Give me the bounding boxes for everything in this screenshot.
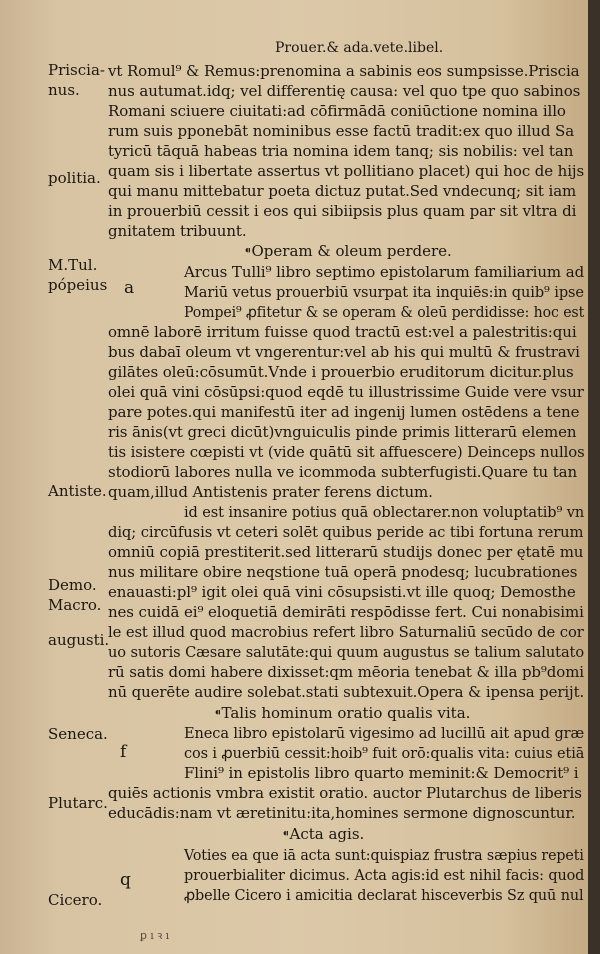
text-line: gilātes oleū:cōsumūt.Vnde i prouerbio eruditorum dicitur.plus: [108, 363, 574, 381]
text-line: nū querēte audire solebat.stati subtexuit.Opera & ipensa perijt.: [108, 683, 585, 701]
initial-letter-a: a: [124, 278, 135, 298]
text-line: enauasti:pl⁹ igit olei quā vini cōsupsisti.vt ille quoq; Demosthe: [108, 583, 576, 601]
margin-note-augusti: augusti.: [48, 631, 110, 649]
text-line: bus dabaī oleum vt vngerentur:vel ab his qui multū & frustravi: [108, 343, 580, 361]
text-line: quiēs actionis vmbra existit oratio. auctor Plutarchus de liberis: [108, 784, 582, 802]
text-line: nus militare obire neqstione tuā operā pnodesq; lucubrationes: [108, 563, 578, 581]
text-line: diq; circūfusis vt ceteri solēt quibus peride ac tibi fortuna rerum: [108, 523, 584, 541]
text-line: Arcus Tulli⁹ libro septimo epistolarum familiarium ad: [184, 263, 585, 281]
text-line: Mariū vetus prouerbiū vsurpat ita inquiēs:in quib⁹ ipse: [184, 283, 584, 301]
running-head: Prouer.& ada.vete.libel.: [275, 40, 444, 56]
text-line: Romani sciuere ciuitati:ad cōfirmādā coniūctione nomina illo: [108, 102, 566, 120]
margin-note-priscianus: Priscia- nus.: [48, 61, 105, 99]
text-line: rum suis pponebāt nominibus esse factū tradit:ex quo illud Sa: [108, 122, 575, 140]
text-line: uo sutoris Cæsare salutāte:qui quum augustus se talium salutato: [108, 643, 585, 661]
text-line: pare potes.qui manifestū iter ad ingenij lumen ostēdens a tene: [108, 403, 580, 421]
text-line: Voties ea que iā acta sunt:quispiaz frustra sæpius repeti: [184, 846, 584, 864]
text-line: id est insanire potius quā oblectarer.non voluptatib⁹ vn: [184, 503, 585, 521]
margin-note-antiste: Antiste.: [48, 482, 107, 500]
initial-letter-q: q: [120, 870, 131, 890]
margin-note-demo-macro: Demo. Macro.: [48, 576, 102, 614]
heading-talis-hominum: ⁌Talis hominum oratio qualis vita.: [214, 704, 471, 722]
text-line: omniū copiā prestiterit.sed litterarū studijs donec per ętatē mu: [108, 543, 584, 561]
text-line: vt Romul⁹ & Remus:prenomina a sabinis eos sumpsisse.Priscia: [108, 62, 580, 80]
text-line: olei quā vini cōsūpsi:quod eqdē tu illustrissime Guide vere vsur: [108, 383, 584, 401]
text-line: Pompei⁹ ꝓfitetur & se operam & oleū perdidisse: hoc est: [184, 303, 585, 321]
text-line: tyricū tāquā habeas tria nomina idem tanq; sis nobilis: vel tan: [108, 142, 574, 160]
text-line: stodiorū labores nulla ve icommoda subterfugisti.Quare tu tan: [108, 463, 578, 481]
text-line: tis isistere cœpisti vt (vide quātū sit affuescere) Deinceps nullos: [108, 443, 585, 461]
text-line: quam,illud Antistenis prater ferens dictum.: [108, 483, 433, 501]
text-line: Flini⁹ in epistolis libro quarto meminit:& Democrit⁹ i: [184, 764, 579, 782]
heading-operam-oleum: ⁌Operam & oleum perdere.: [244, 242, 452, 260]
text-line: le est illud quod macrobius refert libro Saturnaliū secūdo de cor: [108, 623, 584, 641]
text-line: quam sis i libertate assertus vt pollitiano placet) qui hoc de hijs: [108, 162, 585, 180]
text-line: ꝓbelle Cicero i amicitia declarat hisceverbis Sz quū nul: [184, 886, 584, 904]
text-line: educādis:nam vt æretinitu:ita,homines sermone dignoscuntur.: [108, 804, 576, 822]
text-line: gnitatem tribuunt.: [108, 222, 247, 240]
margin-note-plutarc: Plutarc.: [48, 794, 108, 812]
margin-note-seneca: Seneca.: [48, 725, 108, 743]
text-line: in prouerbiū cessit i eos qui sibiipsis plus quam par sit vltra di: [108, 202, 577, 220]
text-line: Eneca libro epistolarū vigesimo ad lucillū ait apud græ: [184, 724, 585, 742]
text-line: nes cuidā ei⁹ eloquetiā demirāti respōdisse fert. Cui nonabisimi: [108, 603, 584, 621]
margin-note-m-tul: M.Tul. pópeius: [48, 256, 108, 294]
text-line: ris ānis(vt greci dicūt)vnguiculis pinde primis litterarū elemen: [108, 423, 577, 441]
book-edge: [588, 0, 600, 954]
text-line: cos i ꝓuerbiū cessit:hoib⁹ fuit orō:qualis vita: cuius etiā: [184, 744, 585, 762]
footer-mark: ꝑ ı ꝛ ı: [140, 929, 170, 942]
margin-note-politia: politia.: [48, 169, 101, 187]
text-line: rū satis domi habere dixisset:qm mēoria tenebat & illa pb⁹domi: [108, 663, 584, 681]
text-line: prouerbialiter dicimus. Acta agis:id est nihil facis: quod: [184, 866, 585, 884]
margin-note-cicero: Cicero.: [48, 891, 103, 909]
initial-letter-f: f: [120, 742, 127, 762]
heading-acta-agis: ⁌Acta agis.: [282, 825, 365, 843]
text-line: omnē laborē irritum fuisse quod tractū est:vel a palestritis:qui: [108, 323, 577, 341]
text-line: qui manu mittebatur poeta dictuz putat.Sed vndecunq; sit iam: [108, 182, 577, 200]
text-line: nus autumat.idq; vel differentię causa: vel quo tpe quo sabinos: [108, 82, 581, 100]
